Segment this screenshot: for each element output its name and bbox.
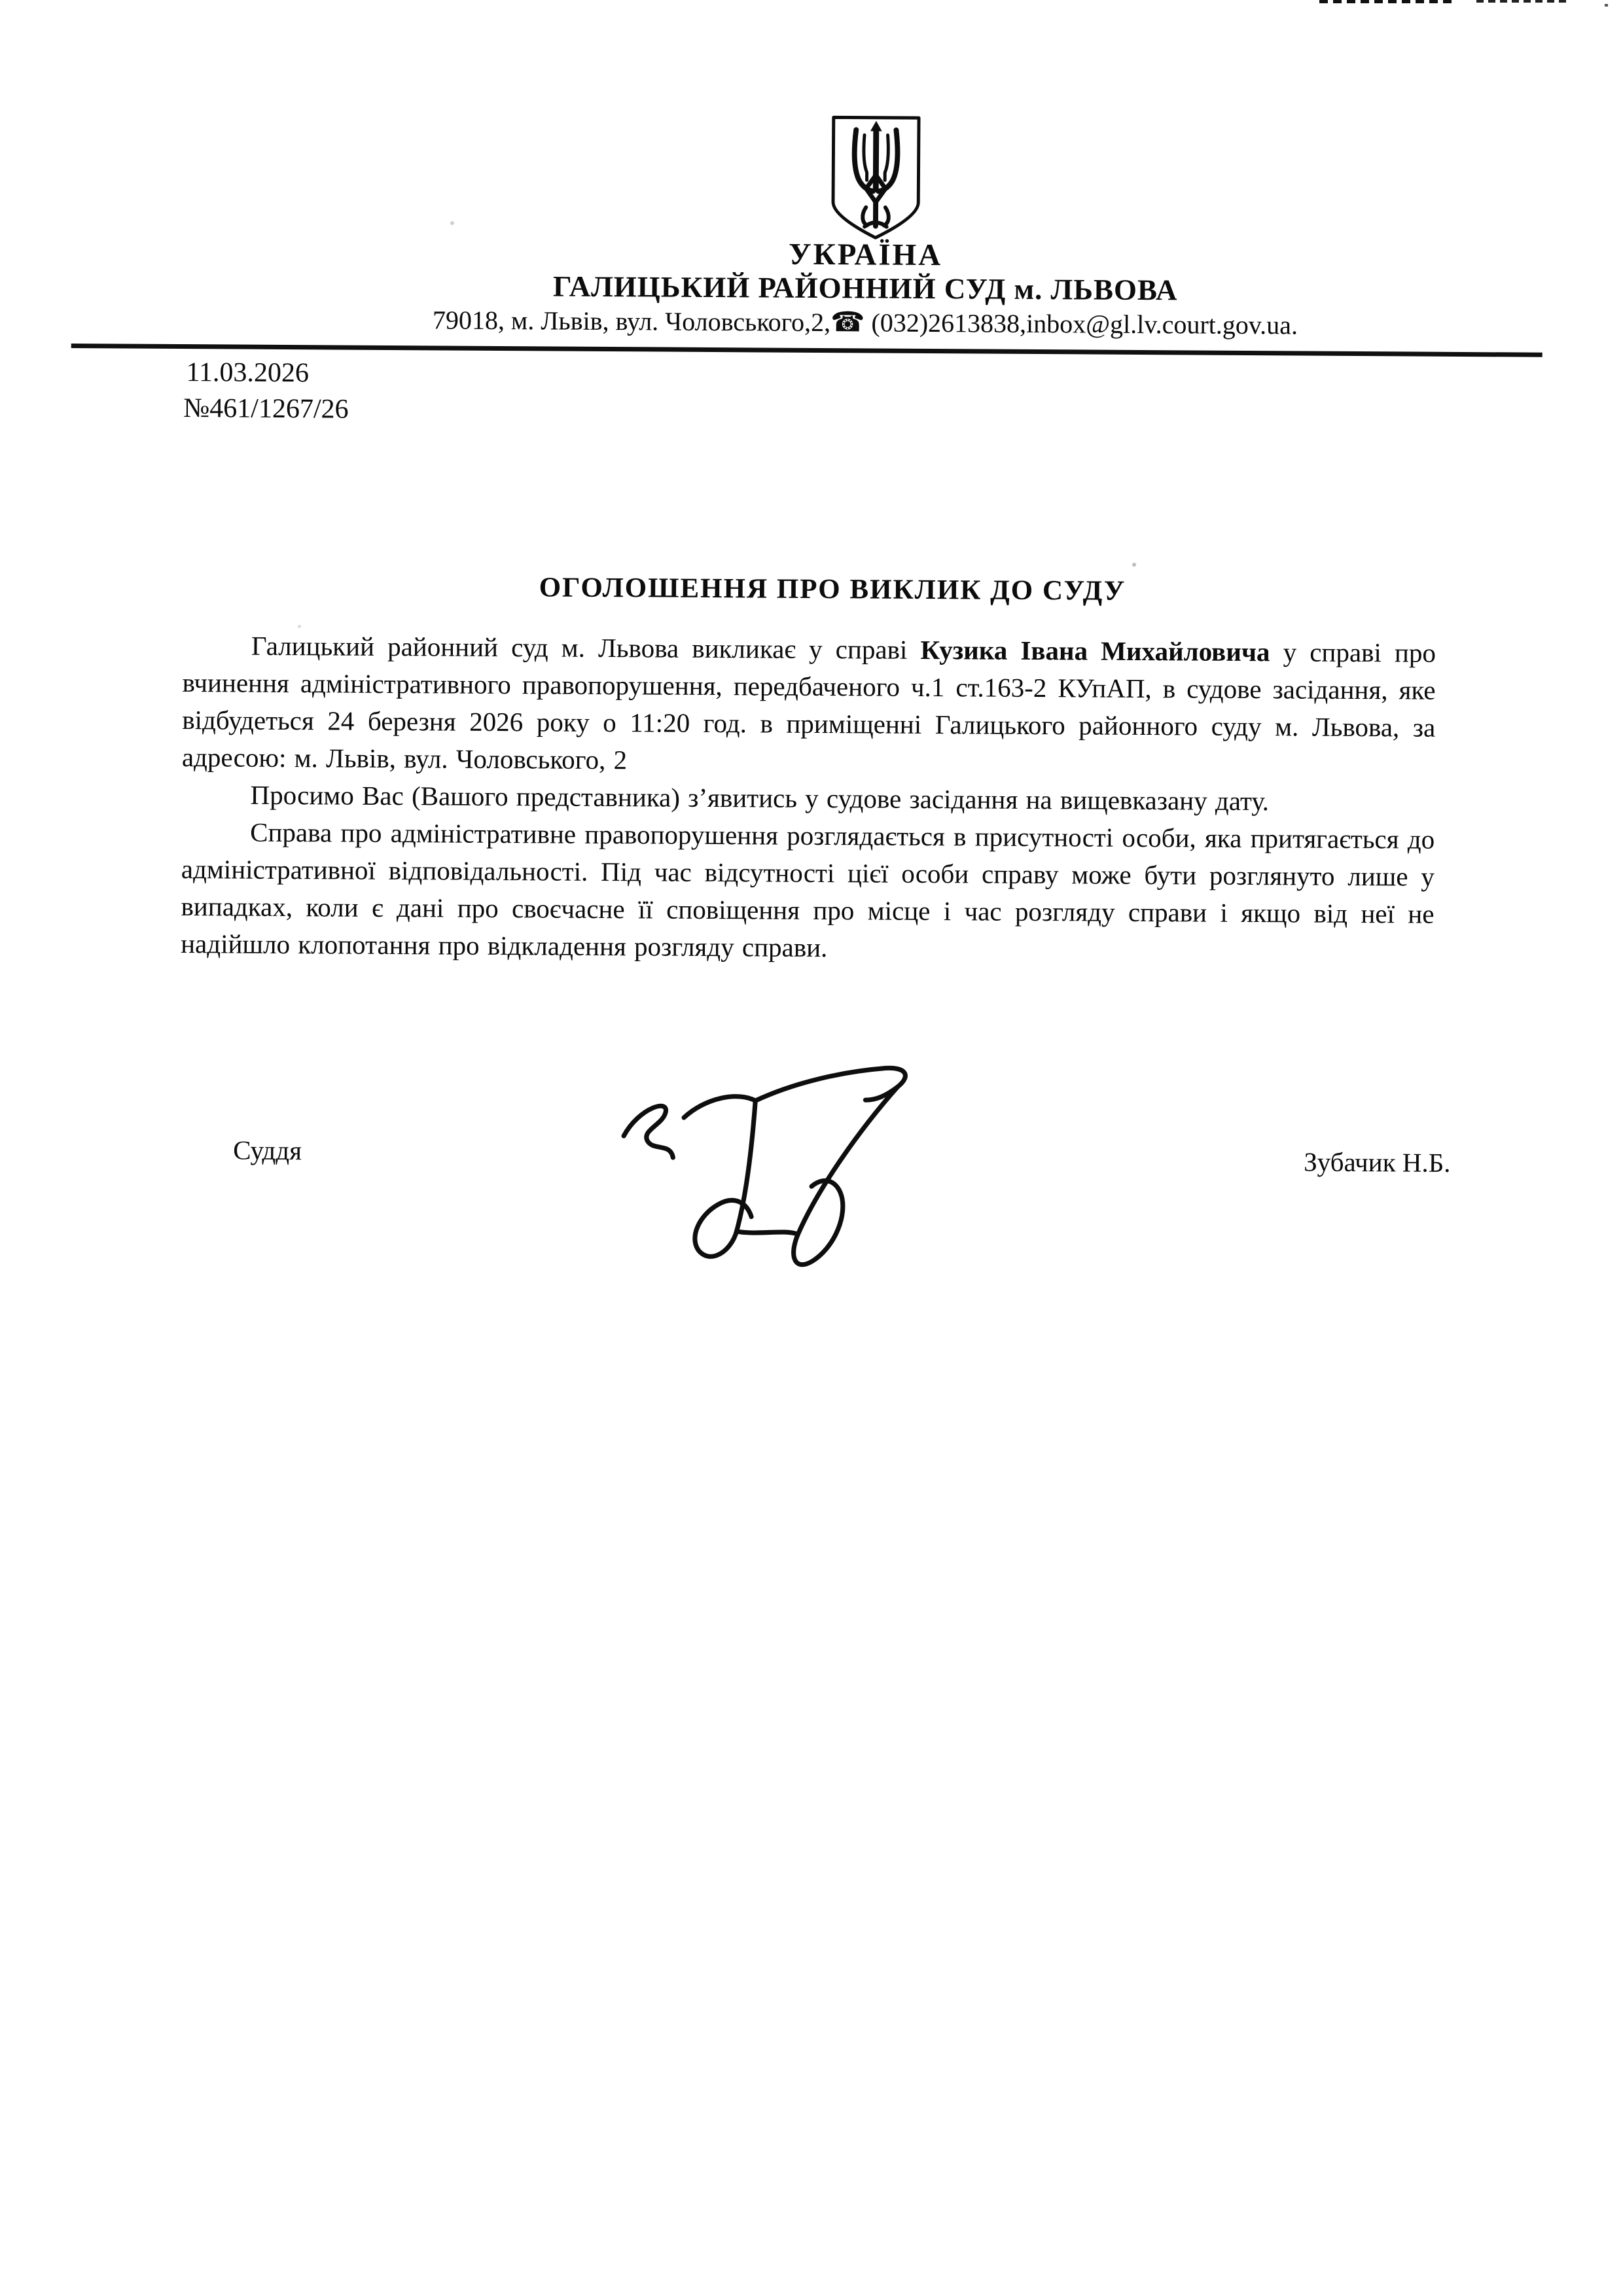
defendant-name: Кузика Івана Михайловича	[920, 634, 1270, 667]
document-title: ОГОЛОШЕННЯ ПРО ВИКЛИК ДО СУДУ	[539, 572, 1126, 607]
paragraph-request: Просимо Вас (Вашого представника) з’явитись у судове засідання на вищевказану дату.	[250, 779, 1270, 817]
document-date: 11.03.2026	[186, 357, 310, 389]
judge-signature	[597, 1055, 946, 1299]
contact-text: (032)2613838,inbox@gl.lv.court.gov.ua.	[865, 308, 1298, 340]
document-body	[181, 627, 1436, 970]
summons-text-before: Галицький районний суд м. Львова викликає у справі	[251, 630, 921, 665]
case-number: №461/1267/26	[183, 393, 349, 425]
country-name: УКРАЇНА	[788, 237, 943, 273]
paragraph-summons	[182, 627, 1436, 784]
phone-icon: ☎	[830, 308, 865, 338]
court-name: ГАЛИЦЬКИЙ РАЙОННИЙ СУД м. ЛЬВОВА	[552, 270, 1178, 307]
ukraine-coat-of-arms-icon	[827, 113, 925, 243]
header-divider	[71, 344, 1543, 357]
summons-text-after: у справі про вчинення адміністративного правопорушення, передбаченого ч.1 ст.163-2 КУпАП, в судове засідання, яке відбудеться 24 березня 2026 року о 11:20 год. в приміщенні Галицького районного суду м. Львова, за адресою: м. Львів, вул. Чоловського, 2	[181, 637, 1436, 775]
address-text: 79018, м. Львів, вул. Чоловського,2,	[432, 305, 831, 338]
judge-role-label: Суддя	[233, 1135, 302, 1166]
scan-artifact	[1605, 4, 1608, 7]
judge-name: Зубачик Н.Б.	[1304, 1146, 1451, 1178]
scan-artifact	[1319, 0, 1452, 3]
scan-artifact	[1476, 0, 1568, 3]
paragraph-notice: Справа про адміністративне правопорушення розглядається в присутності особи, яка притягається до адміністративної відповідальності. Під час відсутності цієї особи справу може бути розглянуто лише у випадках, коли є дані про своєчасне її сповіщення про місце і час розгляду справи і якщо від неї не надійшло клопотання про відкладення розгляду справи.	[181, 817, 1435, 963]
